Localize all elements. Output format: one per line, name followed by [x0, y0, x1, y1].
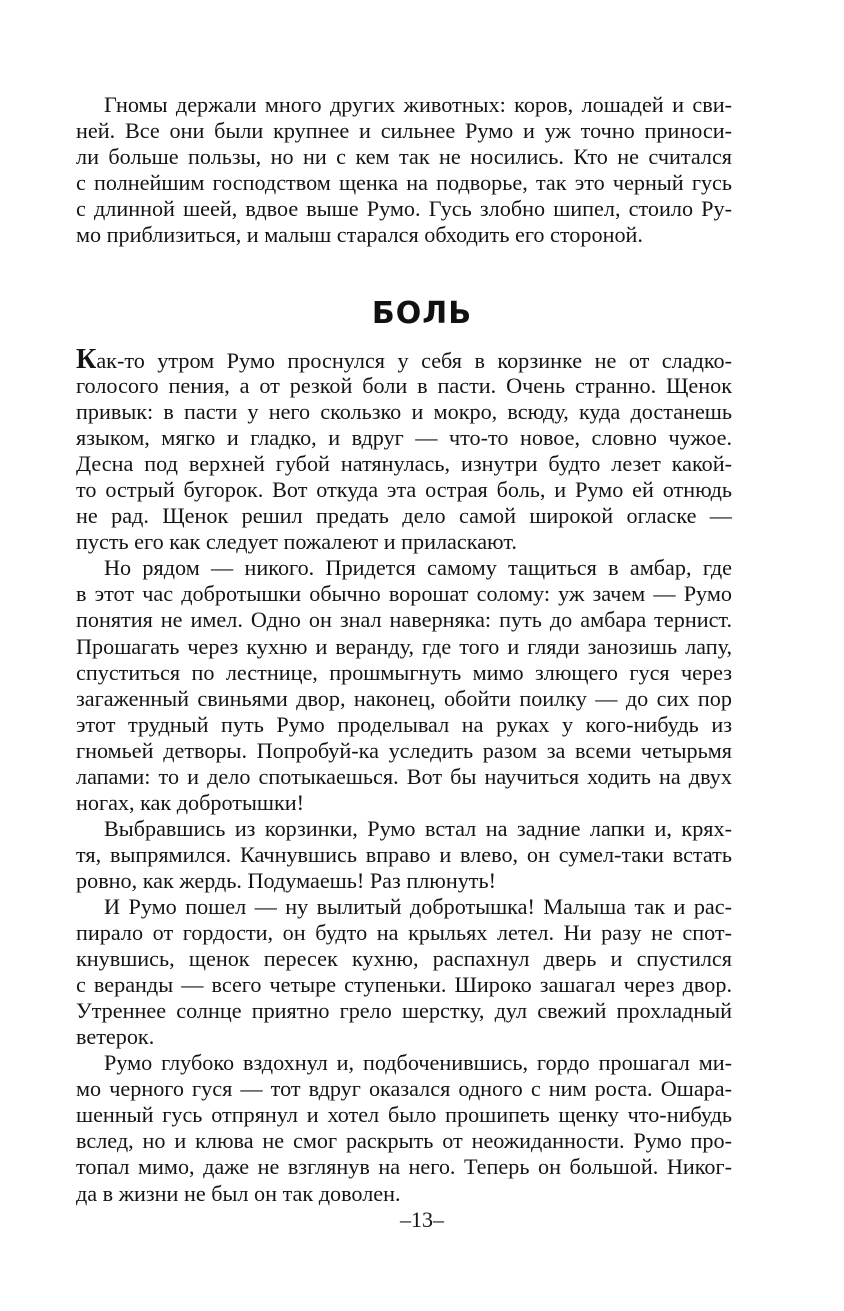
text-line: Утреннее солнце приятно грело шерстку, дул свежий прохладный [76, 998, 732, 1024]
text-line: ней. Все они были крупнее и сильнее Румо и уж точно приноси- [76, 118, 732, 144]
chapter-body [76, 344, 732, 1207]
text-line: понятия не имел. Одно он знал наверняка: путь до амбара тернист. [76, 607, 732, 633]
text-line: кнувшись, щенок пересек кухню, распахнул дверь и спустился [76, 946, 732, 972]
text-line: ногах, как добротышки! [76, 789, 305, 815]
text-line: привык: в пасти у него скользко и мокро, всюду, куда достанешь [76, 399, 732, 425]
text-line: мо черного гуся — тот вдруг оказался одного с ним роста. Ошара- [76, 1076, 732, 1102]
text-line: не рад. Щенок решил предать дело самой широкой огласке — [76, 503, 732, 529]
text-line: ровно, как жердь. Подумаешь! Раз плюнуть! [76, 867, 497, 893]
intro-paragraph [76, 92, 732, 248]
text-line: Но рядом — никого. Придется самому тащиться в амбар, где [104, 555, 732, 581]
text-line: Десна под верхней губой натянулась, изнутри будто лезет какой- [76, 451, 732, 477]
text-line: гномьей детворы. Попробуй-ка уследить разом за всеми четырьмя [76, 737, 732, 763]
text-line: с длинной шеей, вдвое выше Румо. Гусь злобно шипел, стоило Ру- [76, 196, 732, 222]
text-line: Гномы держали много других животных: коров, лошадей и сви- [104, 92, 732, 117]
text-line-first [76, 344, 732, 375]
text-line: лапами: то и дело спотыкаешься. Вот бы научиться ходить на двух [76, 763, 732, 789]
text-line: шенный гусь отпрянул и хотел было прошипеть щенку что-нибудь [76, 1102, 732, 1128]
text-line: загаженный свиньями двор, наконец, обойти поилку — до сих пор [76, 685, 732, 711]
text-line: этот трудный путь Румо проделывал на руках у кого-нибудь из [76, 711, 732, 737]
text-line: то острый бугорок. Вот откуда эта острая боль, и Румо ей отнюдь [76, 477, 732, 503]
text-line: пирало от гордости, он будто на крыльях летел. Ни разу не спот- [76, 920, 732, 946]
text-line: Выбравшись из корзинки, Румо встал на задние лапки и, крях- [104, 815, 732, 841]
page-number: –13– [400, 1207, 444, 1232]
text-line: с полнейшим господством щенка на подворье, так это черный гусь [76, 170, 732, 196]
chapter-title: БОЛЬ [371, 296, 473, 331]
text-line: в этот час добротышки обычно ворошат солому: уж зачем — Румо [76, 581, 732, 607]
text-line-rest: ак-то утром Румо проснулся у себя в корзинке не от сладко- [96, 348, 732, 373]
text-line: пусть его как следует пожалеют и приласкают. [76, 529, 517, 555]
text-line: да в жизни не был он так доволен. [76, 1180, 401, 1206]
text-line: спуститься по лестнице, прошмыгнуть мимо злющего гуся через [76, 659, 732, 685]
text-line: И Румо пошел — ну вылитый добротышка! Малыша так и рас- [104, 893, 732, 919]
text-line: топал мимо, даже не взглянув на него. Теперь он большой. Никог- [76, 1154, 732, 1180]
text-line: ветерок. [76, 1024, 155, 1050]
text-line: Румо глубоко вздохнул и, подбоченившись, гордо прошагал ми- [104, 1050, 732, 1076]
text-line: языком, мягко и гладко, и вдруг — что-то новое, словно чужое. [76, 425, 732, 451]
text-line: с веранды — всего четыре ступеньки. Широко зашагал через двор. [76, 972, 732, 998]
drop-cap: К [76, 344, 97, 375]
text-line: вслед, но и клюва не смог раскрыть от неожиданности. Румо про- [76, 1128, 732, 1154]
text-line: ли больше пользы, но ни с кем так не носились. Кто не считался [76, 144, 732, 170]
text-line: мо приблизиться, и малыш старался обходить его стороной. [76, 222, 643, 248]
text-line: голосого пения, а от резкой боли в пасти. Очень странно. Щенок [76, 373, 732, 399]
text-line: Прошагать через кухню и веранду, где того и гляди занозишь лапу, [76, 633, 732, 659]
text-line: тя, выпрямился. Качнувшись вправо и влево, он сумел-таки встать [76, 841, 732, 867]
